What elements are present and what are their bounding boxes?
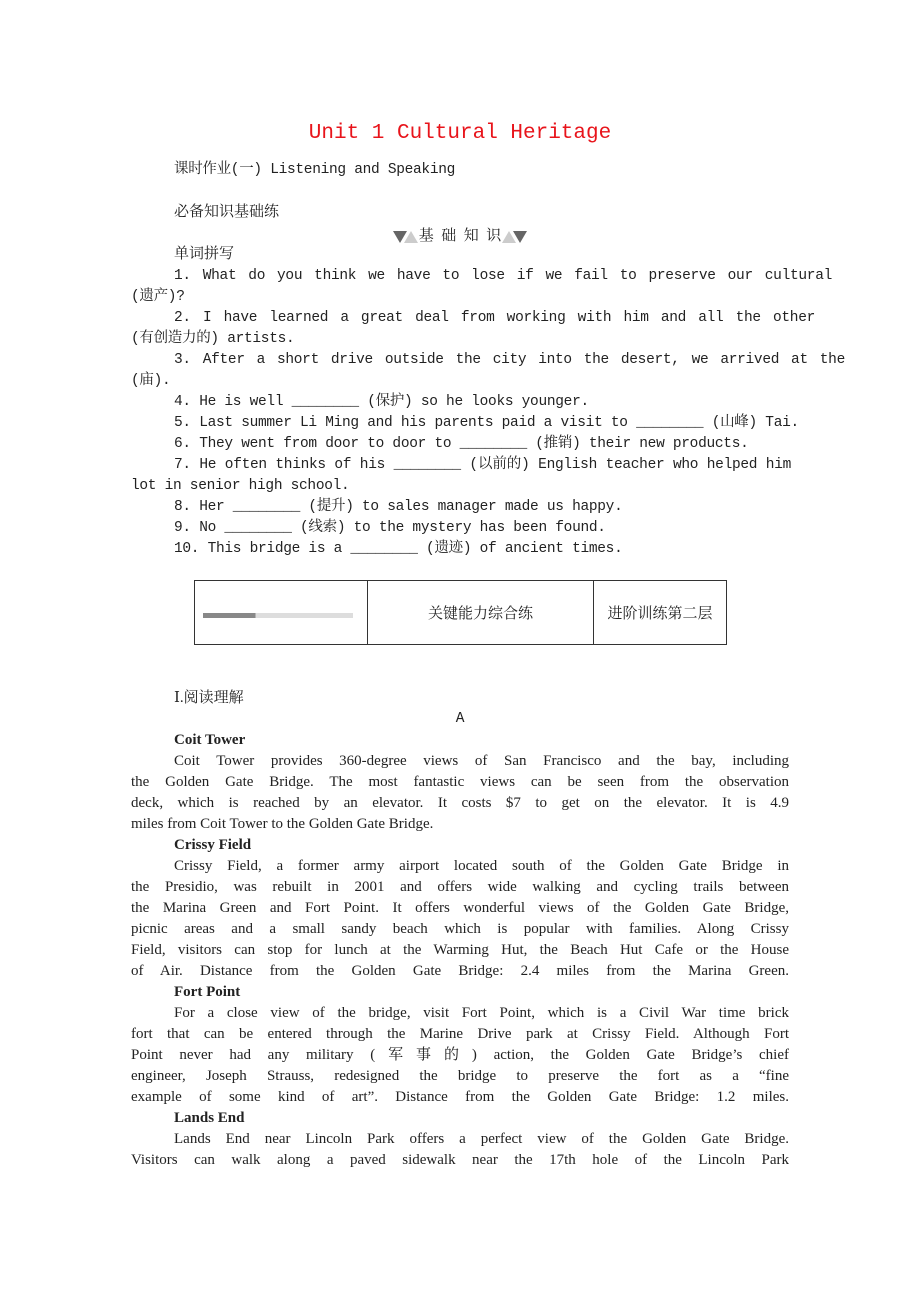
- text-line: Crissy Field, a former army airport located south of the Golden Gate Bridge in: [174, 858, 789, 874]
- text-line: Visitors can walk along a paved sidewalk near the 17th hole of the Lincoln Park: [131, 1152, 789, 1168]
- text-line: 10. This bridge is a ________ (遗迹) of ancient times.: [174, 541, 623, 557]
- subtitle: 课时作业(一) Listening and Speaking: [174, 162, 456, 178]
- banner: [0, 226, 920, 247]
- text-line: 5. Last summer Li Ming and his parents paid a visit to ________ (山峰) Tai.: [174, 415, 799, 431]
- text-line: 7. He often thinks of his ________ (以前的) English teacher who helped him: [174, 457, 791, 473]
- vocab-heading: 单词拼写: [174, 246, 235, 262]
- text-line: 9. No ________ (线索) to the mystery has been found.: [174, 520, 606, 536]
- text-line: the Marina Green and Fort Point. It offers wonderful views of the Golden Gate Bridge,: [131, 900, 789, 916]
- text-line: miles from Coit Tower to the Golden Gate Bridge.: [131, 816, 434, 832]
- table-cell: 进阶训练第二层: [594, 581, 727, 645]
- text-line: the Presidio, was rebuilt in 2001 and offers wide walking and cycling trails between: [131, 879, 789, 895]
- text-line: 4. He is well ________ (保护) so he looks younger.: [174, 394, 589, 410]
- text-line: Crissy Field: [174, 837, 252, 853]
- text-line: 6. They went from door to door to ________ (推销) their new products.: [174, 436, 749, 452]
- text-line: Lands End near Lincoln Park offers a perfect view of the Golden Gate Bridge.: [174, 1131, 789, 1147]
- triangle-down-icon: [513, 231, 527, 243]
- text-line: (庙).: [131, 373, 171, 389]
- triangle-up-icon: [404, 231, 418, 243]
- passage-label: A: [455, 711, 465, 727]
- text-line: picnic areas and a small sandy beach which is popular with families. Along Crissy: [131, 921, 789, 937]
- text-line: Field, visitors can stop for lunch at the Warming Hut, the Beach Hut Cafe or the House: [131, 942, 789, 958]
- section-heading-basic: 必备知识基础练: [174, 204, 280, 220]
- banner-text: 基 础 知 识: [418, 228, 502, 244]
- text-line: example of some kind of art”. Distance from the Golden Gate Bridge: 1.2 miles.: [131, 1089, 789, 1105]
- text-line: Fort Point: [174, 984, 241, 1000]
- text-line: 2. I have learned a great deal from working with him and all the other: [174, 310, 815, 326]
- document-title: Unit 1 Cultural Heritage: [308, 122, 612, 145]
- decorative-bar: [203, 613, 353, 618]
- reading-heading: Ⅰ.阅读理解: [174, 690, 244, 706]
- section-banner-table: [194, 580, 727, 645]
- text-line: Lands End: [174, 1110, 245, 1126]
- text-line: lot in senior high school.: [131, 478, 350, 494]
- text-line: 3. After a short drive outside the city into the desert, we arrived at the: [174, 352, 845, 368]
- text-line: (遗产)?: [131, 289, 185, 305]
- text-line: (有创造力的) artists.: [131, 331, 295, 347]
- decorative-bar-cell: [195, 581, 368, 645]
- text-line: Coit Tower provides 360-degree views of San Francisco and the bay, including: [174, 753, 789, 769]
- text-line: 1. What do you think we have to lose if we fail to preserve our cultural: [174, 268, 832, 284]
- text-line: the Golden Gate Bridge. The most fantastic views can be seen from the observation: [131, 774, 789, 790]
- text-line: Coit Tower: [174, 732, 246, 748]
- text-line: Point never had any military (军事的) action, the Golden Gate Bridge’s chief: [131, 1047, 789, 1063]
- text-line: fort that can be entered through the Marine Drive park at Crissy Field. Although Fort: [131, 1026, 789, 1042]
- text-line: engineer, Joseph Strauss, redesigned the bridge to preserve the fort as a “fine: [131, 1068, 789, 1084]
- table-cell: 关键能力综合练: [368, 581, 594, 645]
- text-line: 8. Her ________ (提升) to sales manager made us happy.: [174, 499, 623, 515]
- text-line: deck, which is reached by an elevator. It costs $7 to get on the elevator. It is 4.9: [131, 795, 789, 811]
- text-line: For a close view of the bridge, visit Fort Point, which is a Civil War time brick: [174, 1005, 789, 1021]
- text-line: of Air. Distance from the Golden Gate Bridge: 2.4 miles from the Marina Green.: [131, 963, 789, 979]
